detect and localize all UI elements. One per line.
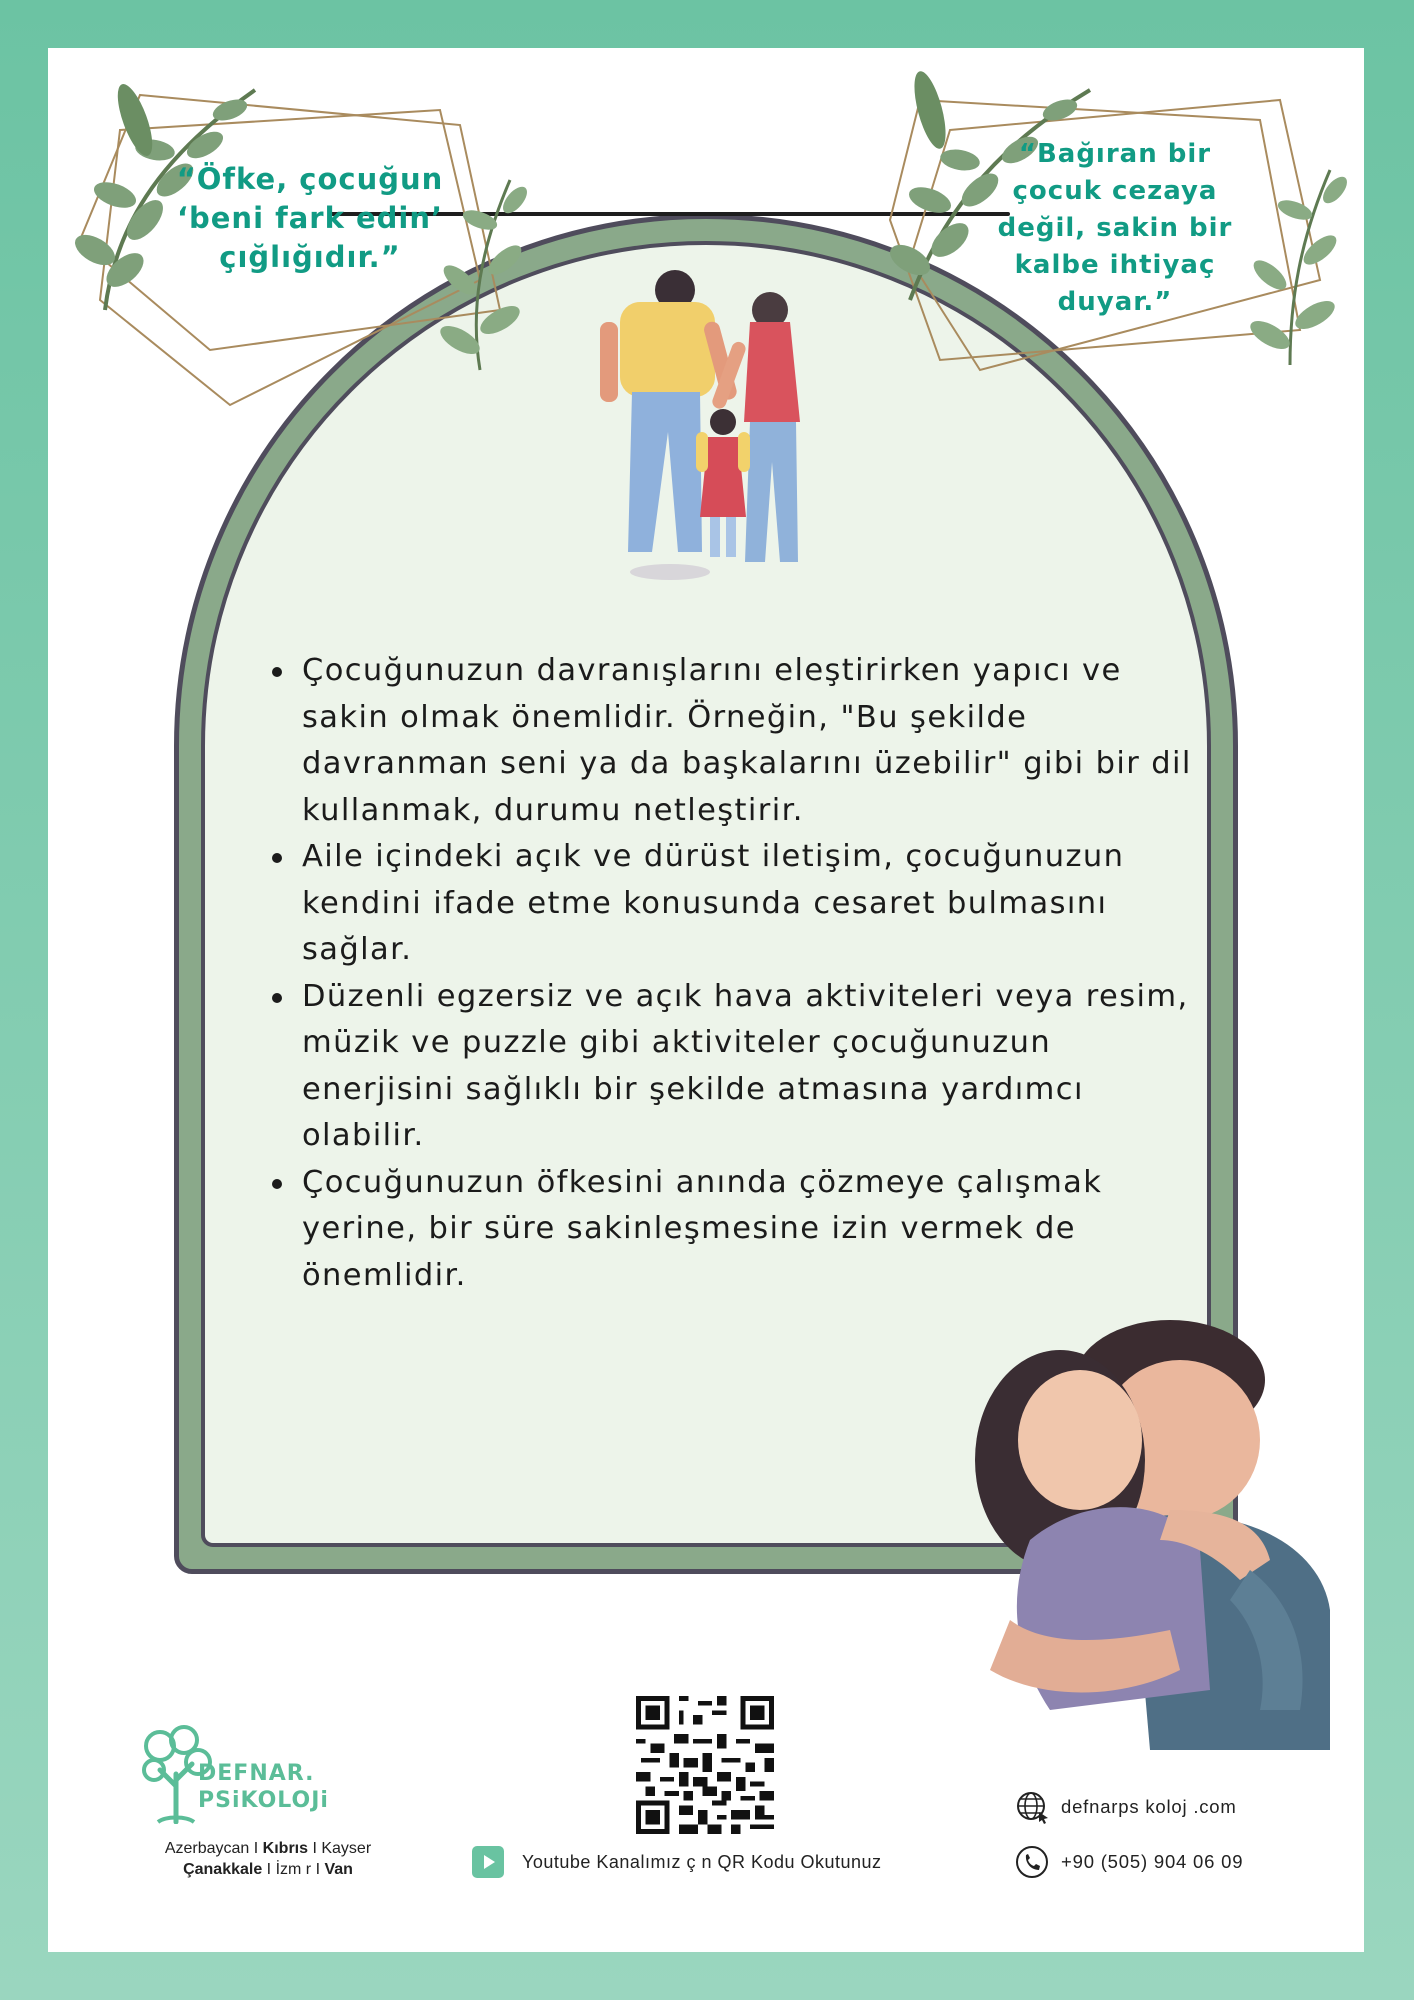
website-text: defnarps koloj .com <box>1061 1796 1237 1817</box>
leaf-branch-icon <box>1230 150 1360 370</box>
city: Çanakkale <box>183 1861 263 1878</box>
youtube-icon[interactable] <box>472 1846 504 1878</box>
list-item: Düzenli egzersiz ve açık hava aktiviteleri veya resim, müzik ve puzzle gibi aktiviteler çocuğunuzun enerjisini sağlıklı bir şekilde atmasına yardımcı olabilir. <box>302 974 1202 1160</box>
logo-line-1: DEFNAR. <box>198 1761 315 1786</box>
city-separator: I <box>249 1840 263 1857</box>
list-item: Aile içindeki açık ve dürüst iletişim, çocuğunuzun kendini ifade etme konusunda cesaret bulmasını sağlar. <box>302 834 1202 974</box>
logo-line-2: PSiKOLOJi <box>198 1788 329 1813</box>
city: Van <box>324 1861 353 1878</box>
qr-code[interactable] <box>636 1696 774 1834</box>
phone-link[interactable] <box>1015 1845 1243 1879</box>
globe-icon <box>1015 1790 1051 1824</box>
quote-right: “Bağıran bir çocuk cezaya değil, sakin bir kalbe ihtiyaç duyar.” <box>997 139 1233 317</box>
phone-text: +90 (505) 904 06 09 <box>1061 1851 1244 1872</box>
youtube-callout[interactable] <box>472 1846 882 1878</box>
list-item: Çocuğunuzun davranışlarını eleştirirken yapıcı ve sakin olmak önemlidir. Örneğin, "Bu şekilde davranman seni ya da başkalarını üzebilir" gibi bir dil kullanmak, durumu netleştirir. <box>302 648 1202 834</box>
city-list <box>128 1838 408 1880</box>
youtube-label: Youtube Kanalımız ç n QR Kodu Okutunuz <box>522 1851 882 1872</box>
city: İzm r <box>275 1861 312 1878</box>
logo-text <box>198 1760 329 1814</box>
list-item: Çocuğunuzun öfkesini anında çözmeye çalışmak yerine, bir süre sakinleşmesine izin vermek de önemlidir. <box>302 1160 1202 1300</box>
family-illustration <box>560 262 850 592</box>
city: Azerbaycan <box>164 1840 250 1857</box>
city: Kıbrıs <box>262 1840 309 1857</box>
city-separator: I <box>262 1861 276 1878</box>
city-separator: I <box>311 1861 325 1878</box>
city: Kayser <box>321 1840 372 1857</box>
brand-logo <box>138 1724 338 1824</box>
phone-icon <box>1015 1845 1051 1879</box>
quote-left: “Öfke, çocuğun ‘beni fark edin’ çığlığıdır.” <box>176 162 444 274</box>
city-separator: I <box>308 1840 322 1857</box>
website-link[interactable] <box>1015 1790 1237 1824</box>
hug-illustration <box>970 1310 1340 1760</box>
tips-list <box>262 648 1202 1299</box>
